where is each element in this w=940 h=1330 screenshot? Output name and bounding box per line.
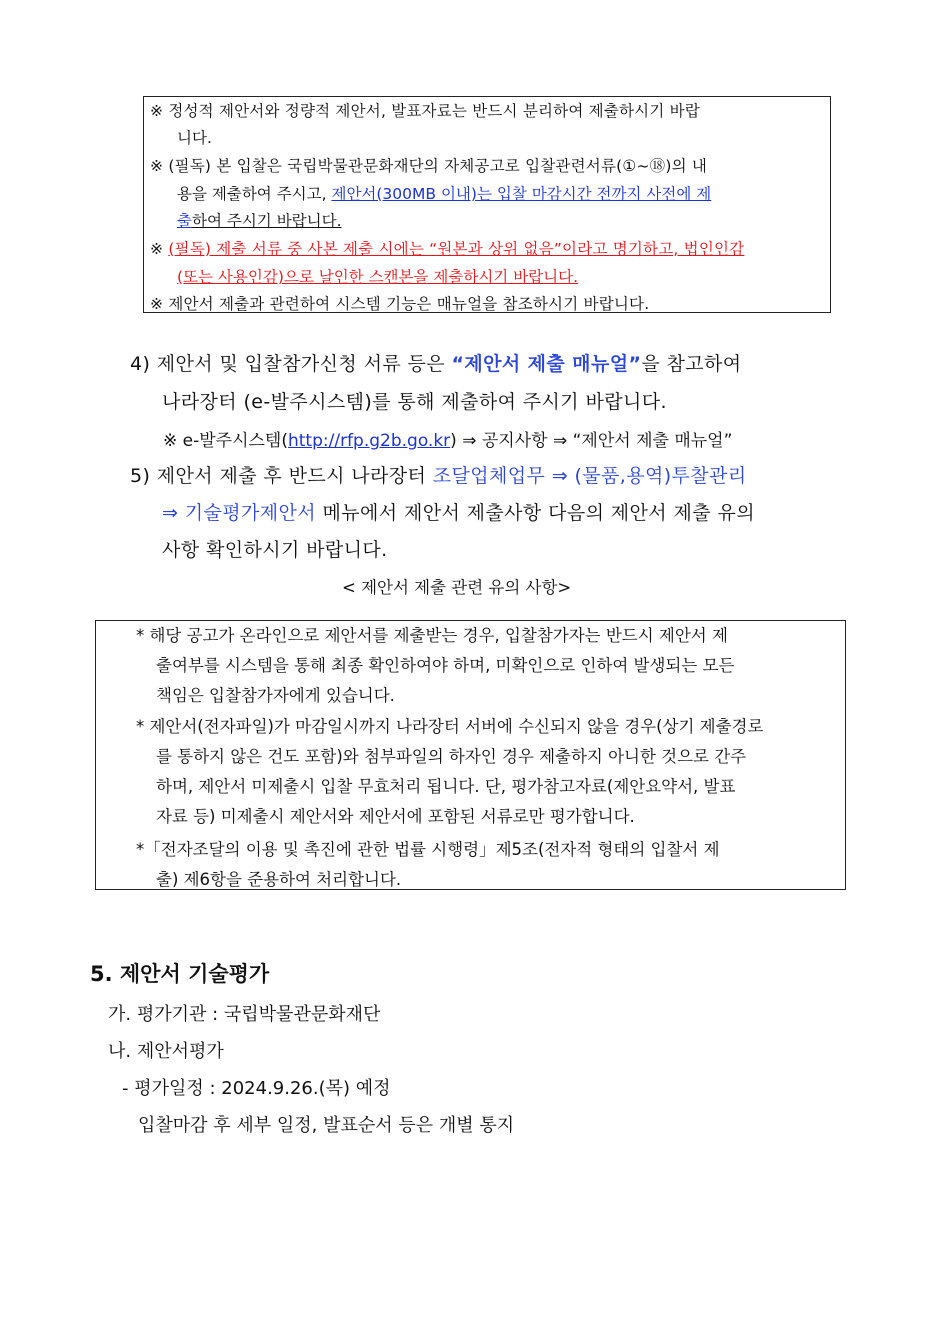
notice-line-1-cont: 니다.	[177, 129, 212, 147]
caution-line-3: 책임은 입찰참가자에게 있습니다.	[156, 686, 395, 705]
eval-detail: 입찰마감 후 세부 일정, 발표순서 등은 개별 통지	[138, 1115, 515, 1136]
caution-line-5: 를 통하지 않은 건도 포함)와 첨부파일의 하자인 경우 제출하지 아니한 것으로 간주	[156, 747, 747, 766]
item4-note-pre: ※ e-발주시스템(	[163, 431, 288, 451]
caution-line-2: 출여부를 시스템을 통해 최종 확인하여야 하며, 미확인으로 인하여 발생되는 모든	[156, 656, 735, 675]
notice-line-2-highlight: 제안서(300MB 이내)는 입찰 마감시간 전까지 사전에 제	[331, 185, 712, 203]
item4-text: 4) 제안서 및 입찰참가신청 서류 등은	[130, 353, 452, 375]
item5-menu-path-end: ⇒ 기술평가제안서	[162, 502, 317, 524]
item5-text-2: 메뉴에서 제안서 제출사항 다음의 제안서 제출 유의	[316, 502, 755, 524]
item5-line-3: 사항 확인하시기 바랍니다.	[162, 539, 388, 561]
caution-line-8: *「전자조달의 이용 및 촉진에 관한 법률 시행령」제5조(전자적 형태의 입찰서 제	[136, 840, 720, 859]
notice-line-1: ※ 정성적 제안서와 정량적 제안서, 발표자료는 반드시 분리하여 제출하시기 바랍	[150, 102, 700, 120]
notice-line-2-cont	[177, 182, 711, 204]
caution-line-7: 자료 등) 미제출시 제안서와 제안서에 포함된 서류로만 평가합니다.	[156, 807, 635, 826]
notice-line-2-plain: 용을 제출하여 주시고,	[177, 185, 332, 203]
item4-manual-title: “제안서 제출 매뉴얼”	[451, 353, 642, 375]
notice-line-3	[150, 237, 744, 259]
caution-caption: < 제안서 제출 관련 유의 사항>	[342, 578, 572, 597]
item4-line-2: 나라장터 (e-발주시스템)를 통해 제출하여 주시기 바랍니다.	[162, 391, 667, 413]
section-title: 5. 제안서 기술평가	[90, 962, 270, 986]
item4-note	[163, 426, 732, 451]
notice-line-3-mark: ※	[150, 240, 169, 258]
caution-line-1: * 해당 공고가 온라인으로 제안서를 제출받는 경우, 입찰참가자는 반드시 제안서 제	[136, 626, 728, 645]
notice-line-2-highlight-end: 출	[177, 212, 192, 230]
item5-text: 5) 제안서 제출 후 반드시 나라장터	[130, 465, 433, 487]
caution-line-9: 출) 제6항을 준용하여 처리합니다.	[156, 870, 402, 889]
notice-line-2: ※ (필독) 본 입찰은 국립박물관문화재단의 자체공고로 입찰관련서류(①~⑱)의 내	[150, 157, 708, 175]
notice-line-4: ※ 제안서 제출과 관련하여 시스템 기능은 매뉴얼을 참조하시기 바랍니다.	[150, 295, 650, 313]
item4-text-end: 을 참고하여	[641, 353, 742, 375]
caution-line-4: * 제안서(전자파일)가 마감일시까지 나라장터 서버에 수신되지 않을 경우(상기 제출경로	[136, 717, 764, 736]
item5-line-2	[162, 498, 755, 525]
notice-line-3-cont: (또는 사용인감)으로 날인한 스캔본을 제출하시기 바랍니다.	[177, 268, 579, 286]
notice-line-2-end: 하여 주시기 바랍니다.	[191, 212, 342, 230]
notice-line-2-cont2	[177, 209, 342, 231]
proposal-eval: 나. 제안서평가	[108, 1041, 224, 1062]
eval-agency: 가. 평가기관 : 국립박물관문화재단	[108, 1004, 381, 1025]
item5-menu-path: 조달업체업무 ⇒ (물품,용역)투찰관리	[432, 465, 747, 487]
caution-line-6: 하며, 제안서 미제출시 입찰 무효처리 됩니다. 단, 평가참고자료(제안요약서, 발표	[156, 777, 736, 796]
item4-line-1	[130, 349, 742, 376]
notice-line-3-text: (필독) 제출 서류 중 사본 제출 시에는 “원본과 상위 없음”이라고 명기하고, 법인인감	[168, 240, 745, 258]
eval-schedule: - 평가일정 : 2024.9.26.(목) 예정	[122, 1078, 391, 1099]
rfp-link[interactable]: http://rfp.g2b.go.kr	[287, 431, 451, 451]
item5-line-1	[130, 461, 747, 488]
item4-note-post: ) ⇒ 공지사항 ⇒ “제안서 제출 매뉴얼”	[450, 431, 733, 451]
